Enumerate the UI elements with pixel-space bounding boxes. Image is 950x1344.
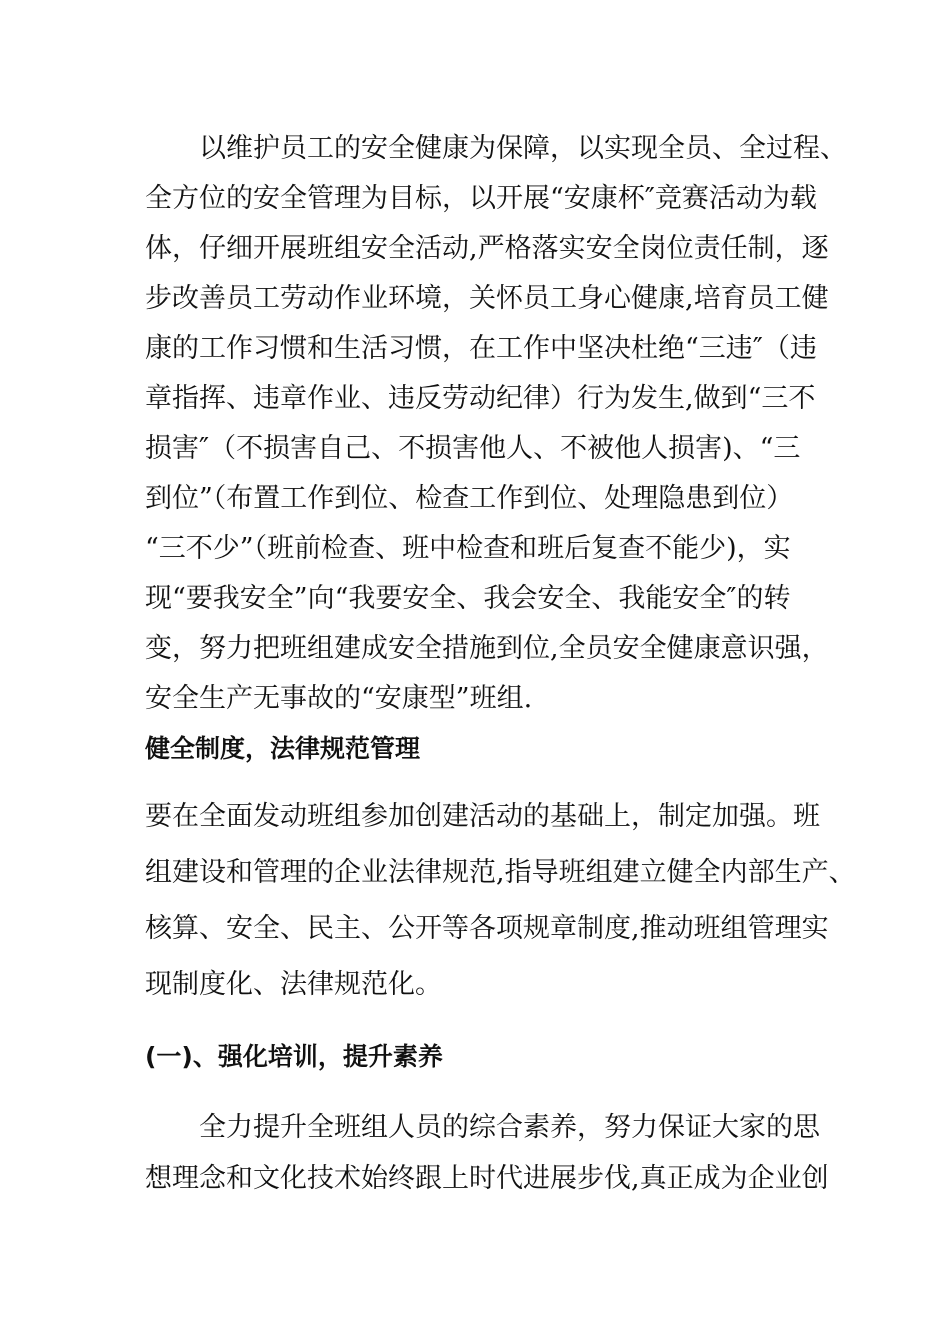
paragraph-2-line-2: 组建设和管理的企业法律规范,指导班组建立健全内部生产、: [145, 857, 856, 888]
paragraph-1-line-12: 安全生产无事故的“安康型”班组.: [145, 683, 533, 714]
paragraph-1-line-11: 变，努力把班组建成安全措施到位,全员安全健康意识强，: [145, 633, 829, 664]
paragraph-1-line-7: 损害″（不损害自己、不损害他人、不被他人损害)、“三: [145, 433, 801, 464]
section-heading-2: (一)、强化培训，提升素养: [145, 1042, 443, 1071]
paragraph-1-line-5: 康的工作习惯和生活习惯，在工作中坚决杜绝“三违″（违: [145, 333, 817, 364]
section-heading-1: 健全制度，法律规范管理: [145, 734, 421, 763]
paragraph-1-line-1: 以维护员工的安全健康为保障，以实现全员、全过程、: [145, 133, 847, 164]
paragraph-2-line-4: 现制度化、法律规范化。: [145, 969, 442, 1000]
paragraph-1-line-3: 体，仔细开展班组安全活动,严格落实安全岗位责任制，逐: [145, 233, 829, 264]
paragraph-2-line-1: 要在全面发动班组参加创建活动的基础上，制定加强。班: [145, 801, 820, 832]
paragraph-3-line-1: 全力提升全班组人员的综合素养，努力保证大家的思: [145, 1112, 820, 1143]
paragraph-1-line-2: 全方位的安全管理为目标，以开展“安康杯″竞赛活动为载: [145, 183, 817, 214]
paragraph-1-line-8: 到位”（布置工作到位、检查工作到位、处理隐患到位）: [145, 483, 794, 514]
paragraph-2-line-3: 核算、安全、民主、公开等各项规章制度,推动班组管理实: [145, 913, 829, 944]
paragraph-1-line-10: 现“要我安全”向“我要安全、我会安全、我能安全″的转: [145, 583, 791, 614]
paragraph-1-line-6: 章指挥、违章作业、违反劳动纪律）行为发生,做到“三不: [145, 383, 816, 414]
paragraph-1-line-9: “三不少”（班前检查、班中检查和班后复查不能少)，实: [145, 533, 791, 564]
paragraph-3-line-2: 想理念和文化技术始终跟上时代进展步伐,真正成为企业创: [145, 1163, 829, 1194]
paragraph-1-line-4: 步改善员工劳动作业环境，关怀员工身心健康,培育员工健: [145, 283, 829, 314]
